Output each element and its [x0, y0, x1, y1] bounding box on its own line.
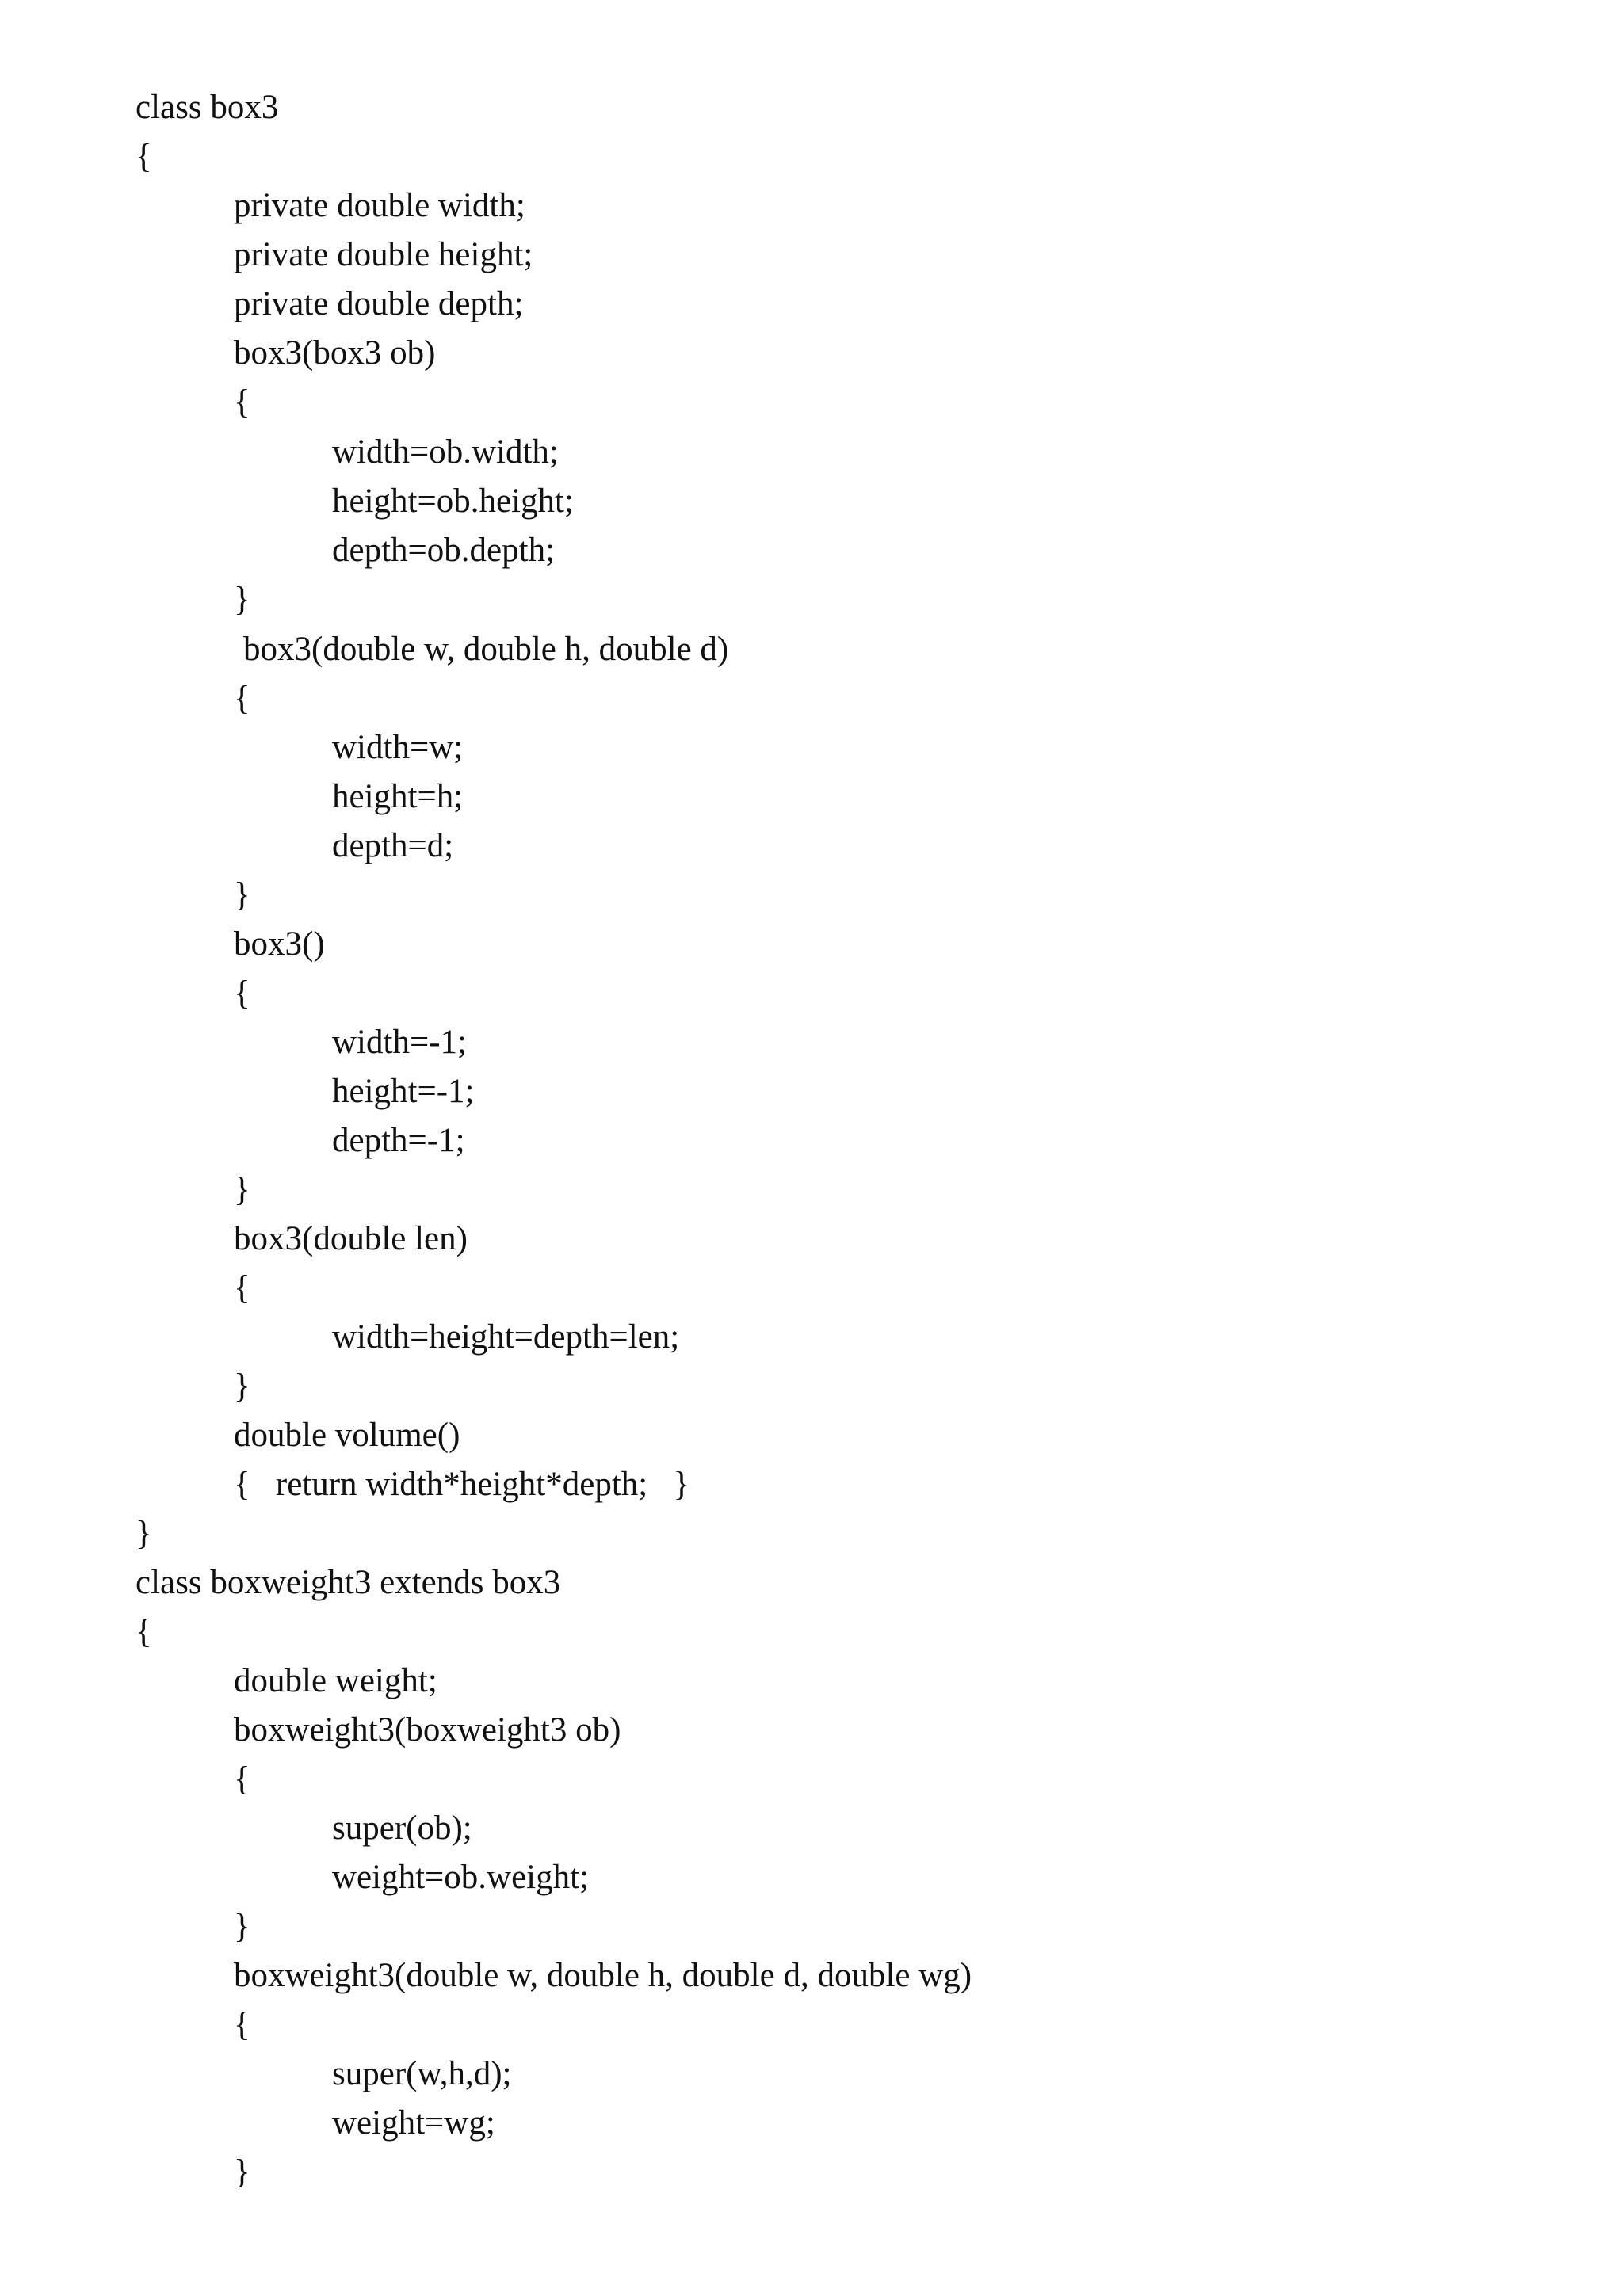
code-line: depth=-1; [332, 1122, 465, 1159]
code-line: weight=ob.weight; [332, 1859, 590, 1896]
code-line: depth=d; [332, 827, 454, 864]
code-line: private double depth; [234, 285, 524, 322]
code-line: boxweight3(double w, double h, double d, double wg) [234, 1957, 972, 1994]
code-line: } [234, 2153, 250, 2191]
code-line: depth=ob.depth; [332, 532, 556, 569]
code-line: class boxweight3 extends box3 [136, 1564, 561, 1601]
code-line: boxweight3(boxweight3 ob) [234, 1711, 621, 1749]
code-line: private double width; [234, 187, 525, 224]
code-line: } [234, 1908, 250, 1945]
code-line: } [136, 1515, 152, 1552]
code-line: } [234, 581, 250, 618]
code-line: width=w; [332, 729, 464, 766]
code-line: { [234, 383, 250, 421]
code-line: class box3 [136, 89, 279, 126]
code-line: width=height=depth=len; [332, 1318, 680, 1356]
code-line: width=ob.width; [332, 433, 559, 471]
code-line: width=-1; [332, 1024, 467, 1061]
code-line: super(w,h,d); [332, 2055, 512, 2092]
code-line: height=h; [332, 778, 464, 815]
code-line: { [234, 2006, 250, 2043]
code-line: box3(double len) [234, 1220, 468, 1257]
code-line: { return width*height*depth; } [234, 1466, 690, 1503]
code-line: private double height; [234, 236, 533, 273]
code-line: super(ob); [332, 1810, 472, 1847]
code-line: { [136, 1613, 152, 1650]
code-line: box3() [234, 925, 325, 963]
code-line: { [136, 138, 152, 175]
code-line: { [234, 1760, 250, 1798]
code-line: double volume() [234, 1417, 460, 1454]
code-line: { [234, 1269, 250, 1306]
code-line: } [234, 1367, 250, 1405]
code-line: height=ob.height; [332, 482, 574, 520]
code-line: box3(double w, double h, double d) [243, 631, 729, 668]
code-line: double weight; [234, 1662, 437, 1699]
code-line: } [234, 876, 250, 913]
code-line: { [234, 974, 250, 1012]
code-line: { [234, 680, 250, 717]
code-line: height=-1; [332, 1073, 475, 1110]
code-line: } [234, 1171, 250, 1208]
code-line: box3(box3 ob) [234, 334, 436, 372]
code-line: weight=wg; [332, 2104, 495, 2142]
